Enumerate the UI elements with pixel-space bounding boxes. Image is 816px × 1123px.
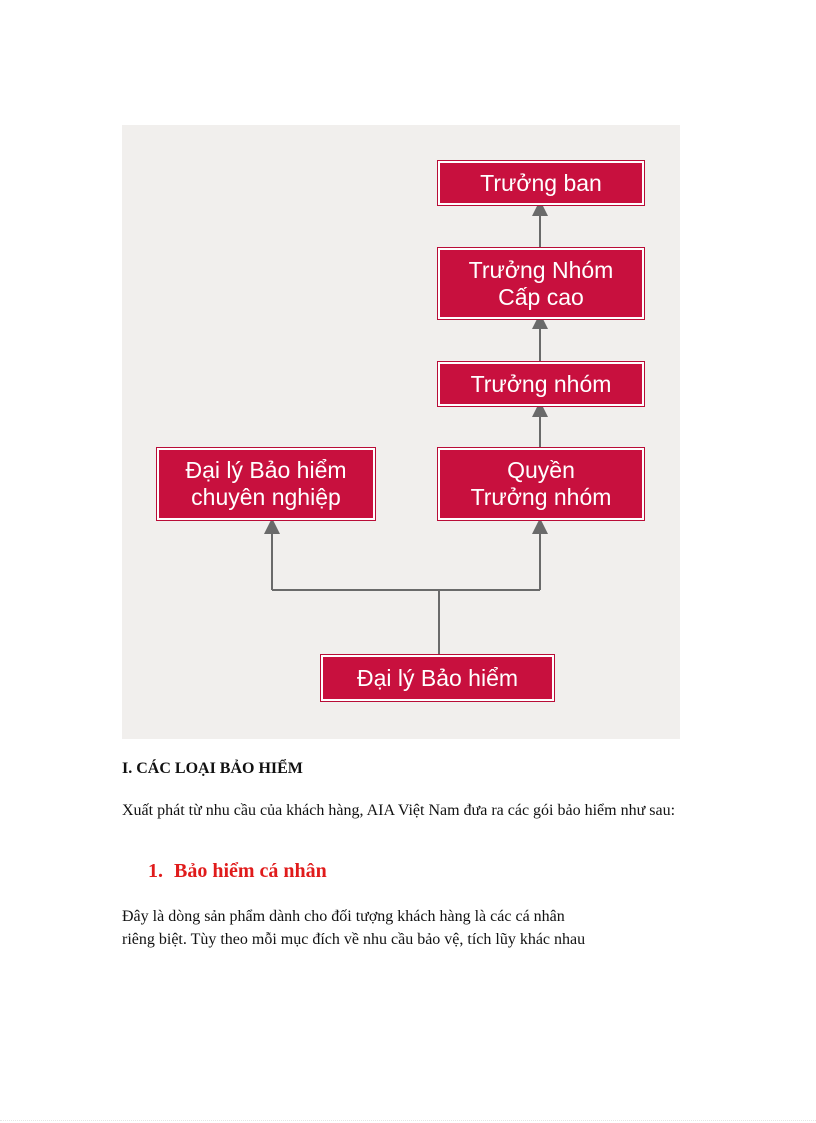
subheading <box>148 860 648 883</box>
subheading-text: Bảo hiểm cá nhân <box>174 860 327 882</box>
subheading-number: 1. <box>148 860 163 882</box>
intro-paragraph: Xuất phát từ nhu cầu của khách hàng, AIA Việt Nam đưa ra các gói bảo hiểm như sau: <box>122 802 676 819</box>
page-bottom-rule <box>0 1120 816 1121</box>
body-line: riêng biệt. Tùy theo mỗi mục đích về nhu cầu bảo vệ, tích lũy khác nhau <box>122 931 586 948</box>
career-path-diagram <box>122 125 680 739</box>
node-dai-ly-chuyen-nghiep: Đại lý Bảo hiểm chuyên nghiệp <box>157 448 375 520</box>
diagram-connectors <box>122 125 680 739</box>
node-truong-ban: Trưởng ban <box>438 161 644 205</box>
node-truong-nhom: Trưởng nhóm <box>438 362 644 406</box>
node-truong-nhom-cap-cao: Trưởng Nhóm Cấp cao <box>438 248 644 319</box>
node-dai-ly-bao-hiem: Đại lý Bảo hiểm <box>321 655 554 701</box>
node-quyen-truong-nhom: Quyền Trưởng nhóm <box>438 448 644 520</box>
section-heading: I. CÁC LOẠI BẢO HIỂM <box>122 760 303 777</box>
body-paragraph <box>122 905 680 951</box>
body-line: Đây là dòng sản phẩm dành cho đối tượng khách hàng là các cá nhân <box>122 908 565 925</box>
